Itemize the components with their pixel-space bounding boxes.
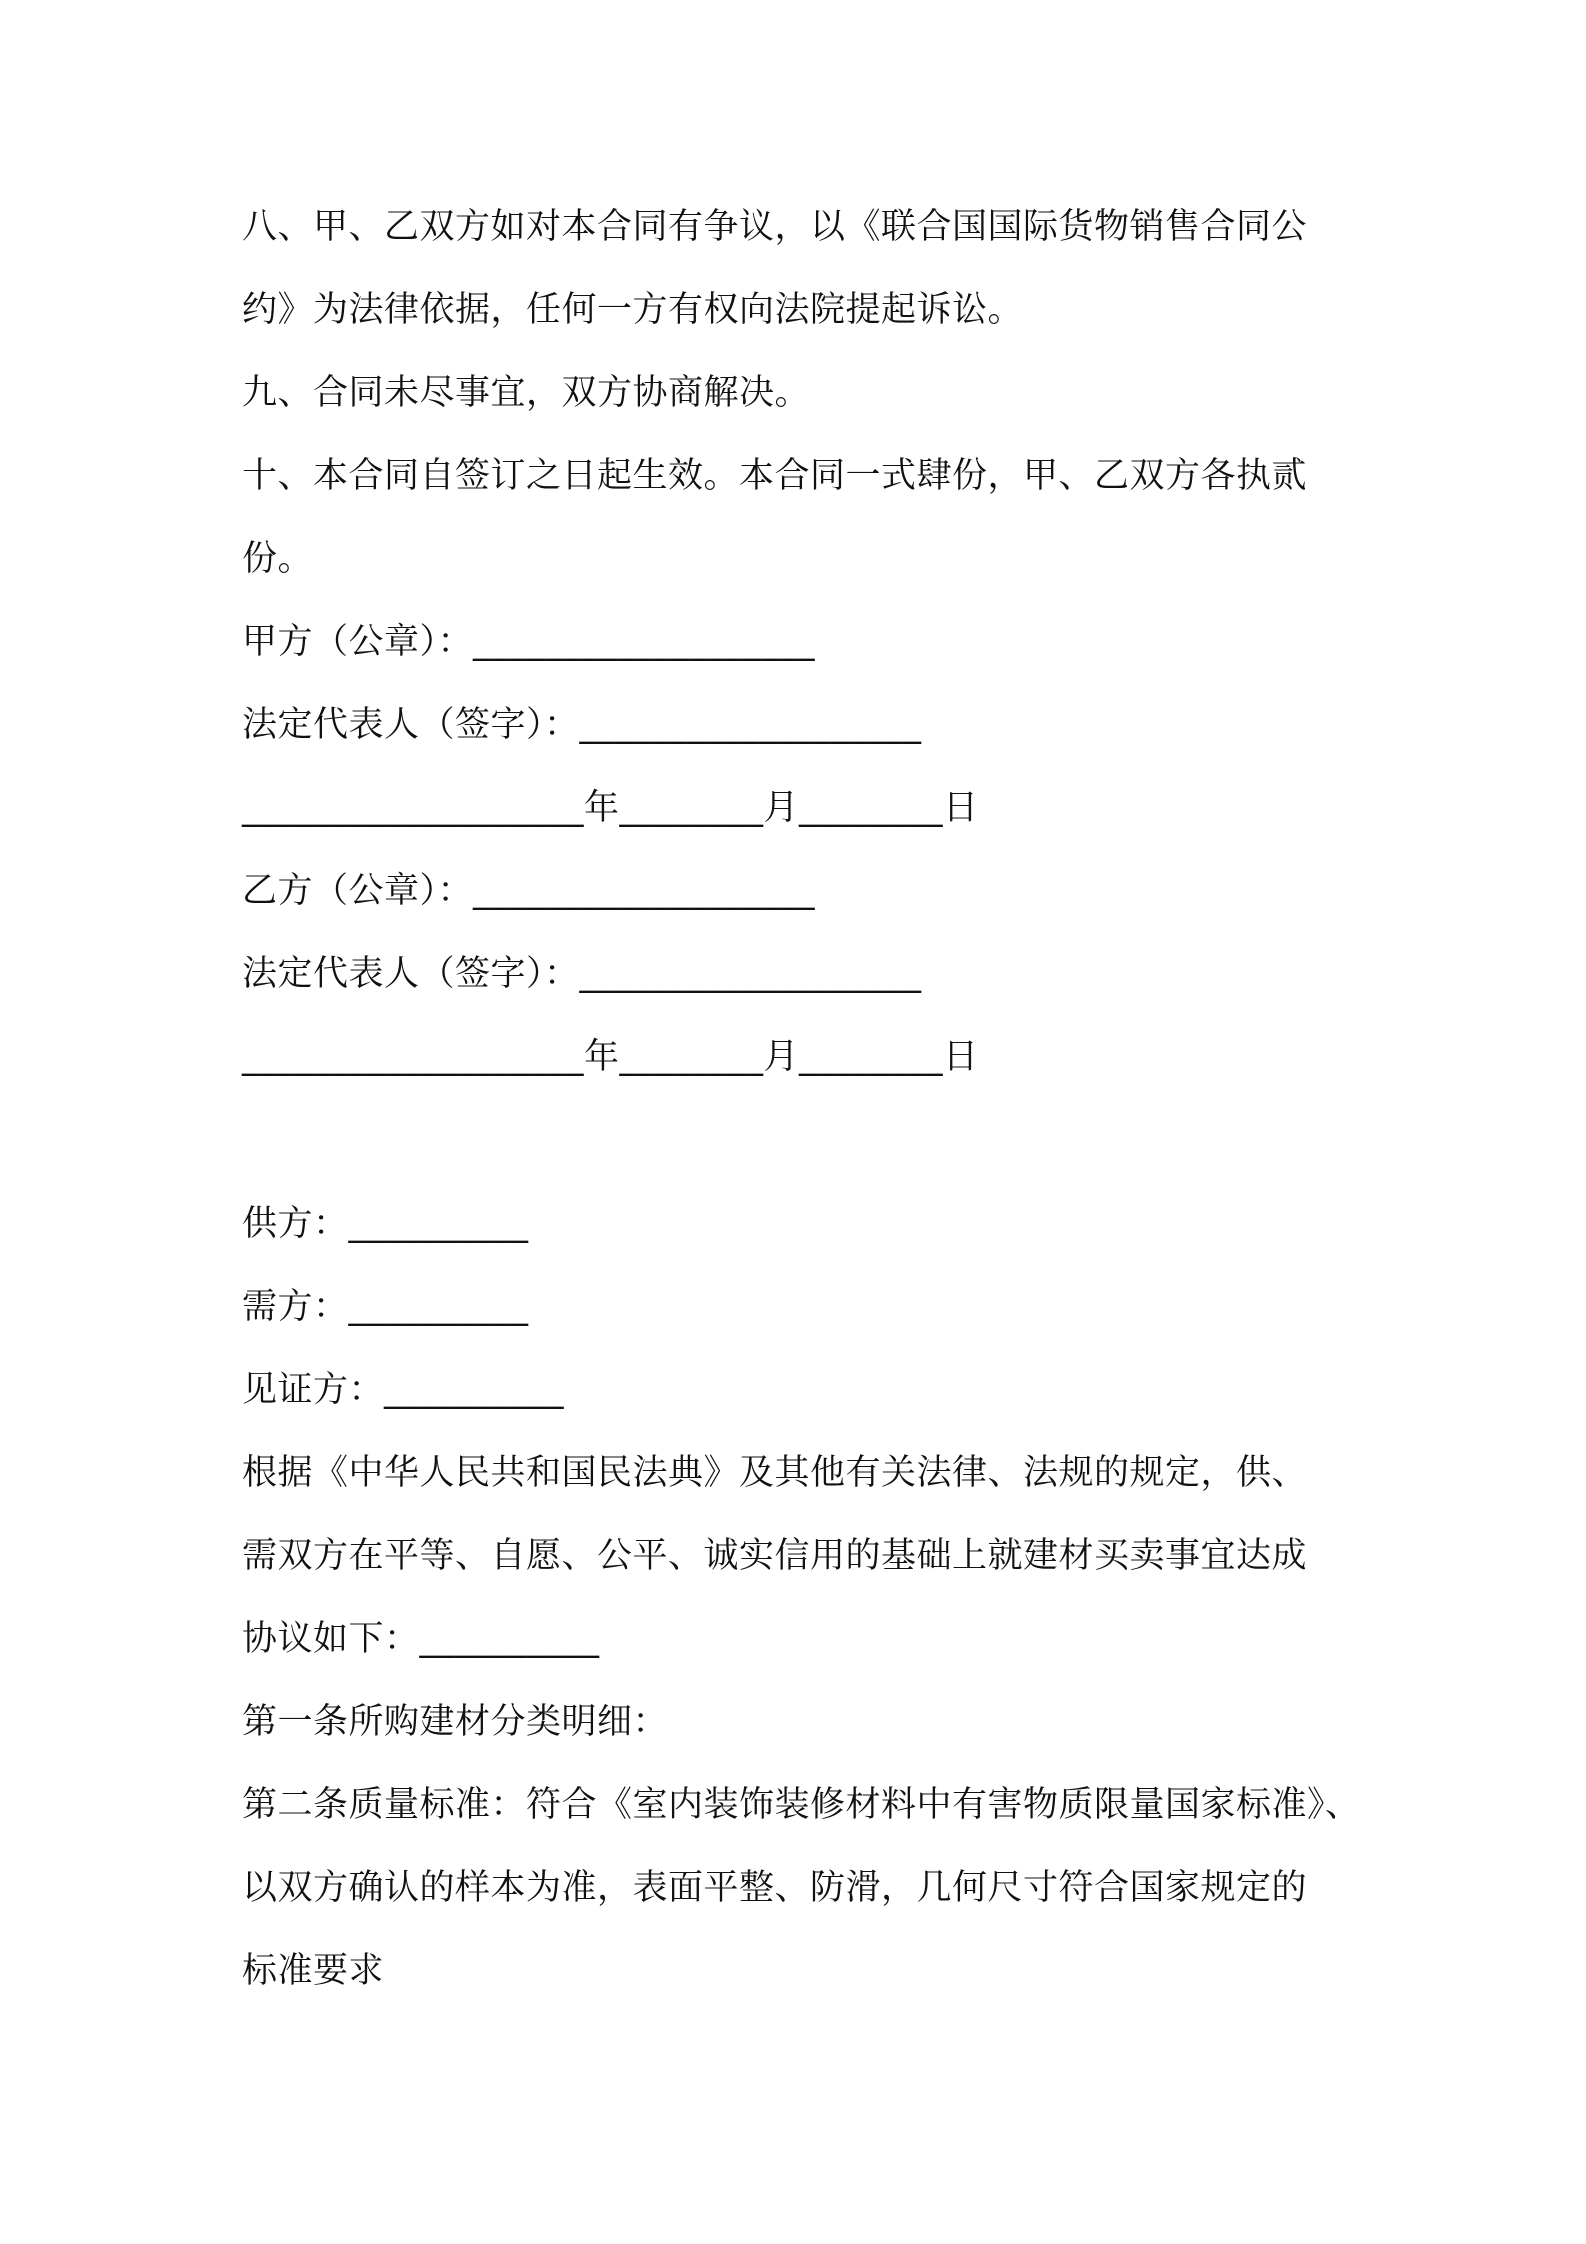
party-b-seal-field: 乙方（公章）：___________________ xyxy=(242,871,816,911)
preamble-line-1: 根据《中华人民共和国民法典》及其他有关法律、法规的规定，供、 xyxy=(242,1453,1308,1493)
party-b-date-field: ___________________年________月________日 xyxy=(242,1037,979,1077)
party-a-seal-field: 甲方（公章）：___________________ xyxy=(242,622,816,662)
clause-10-line-2: 份。 xyxy=(242,539,314,579)
party-a-representative-field: 法定代表人（签字）：___________________ xyxy=(242,705,922,745)
clause-8-line-2: 约》为法律依据，任何一方有权向法院提起诉讼。 xyxy=(242,290,1024,330)
witness-field: 见证方：__________ xyxy=(242,1370,565,1410)
article-2-line-3: 标准要求 xyxy=(242,1951,385,1991)
article-1: 第一条所购建材分类明细： xyxy=(242,1702,669,1742)
clause-9: 九、合同未尽事宜，双方协商解决。 xyxy=(242,373,811,413)
supplier-field: 供方：__________ xyxy=(242,1204,529,1244)
article-2-line-1: 第二条质量标准：符合《室内装饰装修材料中有害物质限量国家标准》、 xyxy=(242,1785,1361,1825)
clause-8-line-1: 八、甲、乙双方如对本合同有争议，以《联合国国际货物销售合同公 xyxy=(242,207,1308,247)
party-b-representative-field: 法定代表人（签字）：___________________ xyxy=(242,954,922,994)
buyer-field: 需方：__________ xyxy=(242,1287,529,1327)
preamble-line-2: 需双方在平等、自愿、公平、诚实信用的基础上就建材买卖事宜达成 xyxy=(242,1536,1308,1576)
party-a-date-field: ___________________年________月________日 xyxy=(242,788,979,828)
clause-10-line-1: 十、本合同自签订之日起生效。本合同一式肆份，甲、乙双方各执贰 xyxy=(242,456,1308,496)
preamble-line-3: 协议如下：__________ xyxy=(242,1619,600,1659)
article-2-line-2: 以双方确认的样本为准，表面平整、防滑，几何尺寸符合国家规定的 xyxy=(242,1868,1308,1908)
